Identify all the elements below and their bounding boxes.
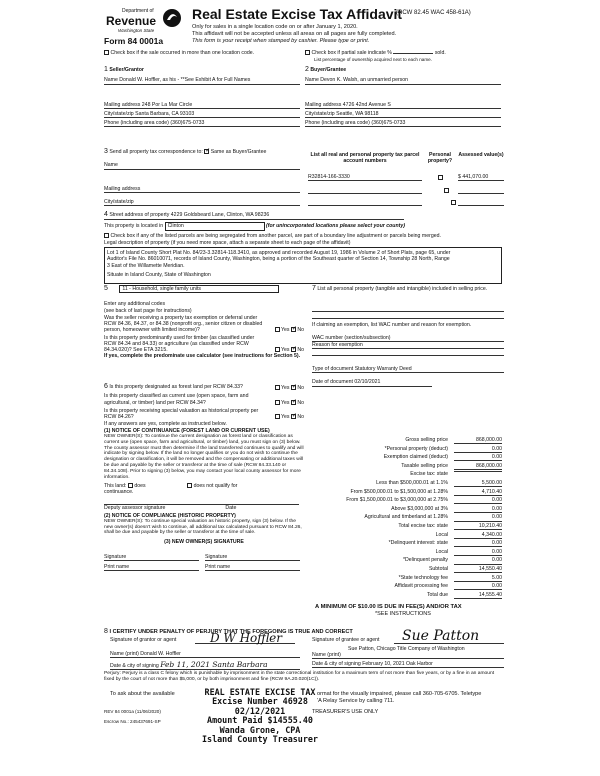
multi-location-checkbox[interactable] — [104, 50, 109, 55]
tax-row-value[interactable]: 14,555.40 — [454, 592, 502, 599]
current-use-no-checkbox[interactable] — [291, 400, 296, 405]
signature-line-2[interactable]: Signature — [205, 554, 300, 561]
print-name-line-1[interactable]: Print name — [104, 564, 199, 571]
signature-line-1[interactable]: Signature — [104, 554, 199, 561]
print-name-line-2[interactable]: Print name — [205, 564, 300, 571]
legal-label: Legal description of property (if you need more space, attach a separate sheet to each page of the affidavit) — [104, 239, 351, 246]
tax-row-label: Subtotal — [428, 566, 448, 572]
location-note: (for unincorporated locations please select your county) — [266, 223, 405, 230]
personal-property-text: List all personal property (tangible and intangible) included in selling price. — [317, 286, 488, 292]
forest-yes-checkbox[interactable] — [275, 385, 280, 390]
form-number: Form 84 0001a — [104, 36, 164, 46]
minimum-due-note: A MINIMUM OF $10.00 IS DUE IN FEE(S) AND/OR TAX — [315, 604, 462, 610]
wac-number-field[interactable]: WAC number (section/subsection) — [312, 335, 504, 342]
property-street[interactable]: 4229 Goldsbeard Lane, Clinton, WA 98236 — [170, 212, 270, 218]
q1-yes-checkbox[interactable] — [275, 327, 280, 332]
see-instructions: *SEE INSTRUCTIONS — [375, 611, 431, 617]
stamp-line-1: REAL ESTATE EXCISE TAX — [204, 687, 316, 697]
tax-row-label: *State technology fee — [398, 574, 448, 581]
personal-col-header: Personal property? — [427, 152, 453, 165]
historic-yes-checkbox[interactable] — [275, 414, 280, 419]
legal-description[interactable]: Lot 1 of Island County Short Plat No. 84/23-3.32814-118.3410, as approved and recorded August 19, 1986 in Volume 2 of Short Plats, page 65, under Auditor's File No. 86010071, records of Island County, Washington, being a portion of the Southeast quarter of Section 14, Township 28 North, Range 3 East of the Willamette Meridian. Situate in Island County, State of Washington — [104, 247, 502, 284]
tax-row-value[interactable]: 0.00 — [454, 497, 502, 504]
land-use-select[interactable]: 11 - Household, single family units — [119, 285, 279, 293]
tax-row-label: Total due — [426, 591, 448, 598]
section6: 6 Is this property designated as forest land per RCW 84.33? Yes ✓ No Is this property classified as current use (open space, farm and agricultural, or timber) land per RCW 84.34? Yes ✓ No Is this property receiving special valuation as historical property per RCW 84.26? Yes ✓ No If any answers are yes, complete as instructed below. (1) NOTICE OF CONTINUANCE (FOREST LAND OR CURRENT USE) NEW OWNER(S): To continue the current designation as forest land or classification as current use (open space, farm and agricultural, or timber) land, you must sign on (3) below. The county assessor must then determine if the land transferred continues to qualify and will indicate by signing below. If the land no longer qualifies or you do not wish to continue the designation or classification, it will be removed and the compensating or additional taxes will be due and payable by the seller or transferor at the time of sale (RCW 84.33.140 or 84.34.108). Prior to signing (3) below, you may contact your local county assessor for more information. This land: does does not qualify for continuance. Deputy assessor signature Date (2) NOTICE OF COMPLIANCE (HISTORIC PROPERTY) NEW OWNER(S): To continue special valuation as historic property, sign (3) below. If the new owner(s) doesn't wish to continue, all additional tax calculated pursuant to RCW 84.26, shall be due and payable by the seller or transferor at the time of sale. (3) NEW OWNER(S) SIGNATURE Signature Signature Print name Print name — [104, 383, 304, 571]
does-checkbox[interactable] — [128, 483, 133, 488]
new-owner-signature-title: (3) NEW OWNER(S) SIGNATURE — [164, 539, 244, 546]
footer-relay: 'A Relay Service by calling 711. — [317, 698, 395, 704]
segregated-label: Check box if any of the listed parcels are being segregated from another parcel, are part of a boundary line adjustment or parcels being merged. — [110, 232, 441, 239]
same-as-buyer-label: Same as Buyer/Grantee — [210, 149, 267, 155]
excise-stamp — [200, 688, 320, 744]
does-not-checkbox[interactable] — [187, 483, 192, 488]
tax-row-label: From $500,000.01 to $1,500,000 at 1.28% — [350, 488, 448, 495]
personal-property-checkbox[interactable] — [438, 175, 443, 180]
tax-row-label: Local — [435, 548, 448, 555]
washington-state-label: Washington State — [118, 28, 155, 33]
notice-compliance-title: (2) NOTICE OF COMPLIANCE (HISTORIC PROPERTY) — [104, 512, 236, 519]
historic-question: Is this property receiving special valuation as historical property per RCW 84.26? — [104, 407, 259, 421]
q2-yes-checkbox[interactable] — [275, 347, 280, 352]
exemption-question: Was the seller receiving a property tax exemption or deferral under RCW 84.36, 84.37, or 84.38 (nonprofit org., senior citizen or disabled person, homeowner with limited income)? — [104, 314, 263, 334]
grantor-date-row: Date & city of signing Feb 11, 2021 Santa Barbara — [110, 660, 300, 670]
grantee-signature-row: Signature of grantee or agent Sue Patton — [312, 637, 504, 643]
revenue-brand: Revenue — [106, 14, 157, 28]
perjury-note: Perjury: Perjury is a class C felony which is punishable by imprisonment in the state correctional institution for a maximum term of not more than five years, or by a fine in an amount fixed by the court of not more than $5,000, or by both imprisonment and fine (RCW 9A.20.020(1C)). — [104, 671, 495, 682]
footer-rev: REV 84 0001a (11/06/2020) — [104, 709, 161, 714]
personal-property-checkbox-3[interactable] — [451, 200, 456, 205]
multi-location-row — [104, 50, 254, 56]
stamp-line-6: Island County Treasurer — [202, 734, 318, 745]
correspondence-section: 3 Send all property tax correspondence to: ✓ Same as Buyer/Grantee Name Mailing address City/state/zip — [104, 148, 300, 206]
buyer-phone[interactable]: (360)675-0733 — [371, 120, 406, 127]
seller-heading: Seller/Grantor — [109, 67, 144, 73]
tax-row-value[interactable]: 4,710.40 — [454, 489, 502, 496]
parcel-number[interactable]: R32814-166-3330 — [308, 174, 350, 180]
tax-row-label: *Delinquent penalty — [403, 557, 448, 564]
tax-row-label: From $1,500,000.01 to $3,000,000 at 2.75% — [346, 497, 448, 504]
assessed-value[interactable]: $ 441,070.00 — [458, 174, 504, 181]
location-select[interactable]: Clinton — [165, 222, 265, 230]
deputy-date-label: Date — [225, 505, 237, 512]
current-use-question: Is this property classified as current use (open space, farm and agricultural, or timber) land per RCW 84.34? — [104, 393, 249, 406]
tax-row-value[interactable]: 0.00 — [454, 454, 502, 461]
escrow-number: Escrow No.: 245437691-SP — [104, 719, 161, 724]
page-title: Real Estate Excise Tax Affidavit — [192, 6, 403, 22]
tax-row-value[interactable]: 0.00 — [454, 540, 502, 547]
buyer-num: 2 — [305, 66, 309, 73]
grantee-date[interactable]: February 10, 2021 Oak Harbor — [362, 661, 433, 667]
tax-row-value[interactable]: 10,210.40 — [454, 523, 502, 530]
notice-continuance-title: (1) NOTICE OF CONTINUANCE (FOREST LAND OR CURRENT USE) — [104, 427, 270, 434]
tax-row-label: *Delinquent interest: state — [388, 540, 448, 547]
doc-type-field[interactable]: Type of document Statutory Warranty Deed — [312, 366, 504, 373]
footer-ask: To ask about the available — [110, 691, 175, 697]
land-use-section: 5 11 - Household, single family units Enter any additional codes (see back of last page for instructions) Was the seller receiving a property tax exemption or deferral under RCW 84.36, 84.37, or 84.38 (nonprofit org., senior citizen or disabled person, homeowner with limited income)? Yes ✓ No Is this property predominantly used for timber (as classified under RCW 84.34 and 84.33) or agriculture (as classified under RCW 84.34.020)? See ETA 3215. Yes ✓ No If yes, complete the predominate use calculator (see instructions for Section 5). — [104, 285, 304, 360]
continuance-label: continuance. — [104, 489, 134, 496]
segregated-checkbox[interactable] — [104, 233, 109, 238]
section7: 7 List all personal property (tangible and intangible) included in selling price. If claiming an exemption, list WAC number and reason for exemption. WAC number (section/subsection) Reason for exemption Type of document Statutory Warranty Deed Date of document 02/10/2021 — [312, 285, 504, 387]
deputy-signature-label: Deputy assessor signature — [104, 505, 166, 512]
tax-row-label: Excise tax: state — [410, 471, 448, 478]
property-section: 4 Street address of property 4229 Goldsbeard Lane, Clinton, WA 98236 This property is located in Clinton (for unincorporated locations please select your county) Check box if any of the listed parcels are being segregated from another parcel, are part of a boundary line adjustment or parcels being merged. Legal description of property (if you need more space, attach a separate sheet to each page of the affidavit) Lot 1 of Island County Short Plat No. 84/23-3.32814-118.3410, as approved and recorded August 19, 1986 in Volume 2 of Short Plats, page 65, under Auditor's File No. 86010071, records of Island County, Washington, being a portion of the Southeast quarter of Section 14, Township 28 North, Range 3 East of the Willamette Meridian. Situate in Island County, State of Washington — [104, 211, 504, 284]
partial-sale-label: Check box if partial sale indicate % — [311, 50, 392, 56]
header-note-1: Only for sales in a single location code on or after January 1, 2020. — [192, 24, 358, 30]
tax-row-label: *Personal property (deduct) — [384, 445, 448, 452]
grantor-signature-row: Signature of grantor or agent D W Hoffler — [110, 637, 300, 643]
doc-date-field[interactable]: Date of document 02/10/2021 — [312, 379, 432, 386]
tax-row-label: Affidavit processing fee — [394, 583, 448, 590]
answers-note: If any answers are yes, complete as instructed below. — [104, 421, 227, 428]
grantee-name[interactable]: Sue Patton, Chicago Title Company of Washington — [348, 646, 465, 652]
footer-ask-tail: ormat for the visually impaired, please call 360-705-6705. Teletype — [317, 691, 482, 697]
tax-row-value[interactable]: 5.00 — [454, 575, 502, 582]
q1-no-checkbox[interactable] — [291, 327, 296, 332]
tax-row-value[interactable]: 868,000.00 — [454, 463, 502, 470]
header-note-3: This form is your receipt when stamped by cashier. Please type or print. — [192, 38, 370, 44]
grantee-date-row: Date & city of signing February 10, 2021 Oak Harbor — [312, 661, 504, 668]
grantor-name[interactable]: Donald W. Hoffler — [140, 651, 181, 657]
tax-row-value[interactable]: 4,340.00 — [454, 532, 502, 539]
tax-row-label: Local — [435, 531, 448, 538]
seller-section: 1 Seller/Grantor Name Donald W. Hoffler, as his - **See Exhibit A for Full Names Mailing address 248 Por La Mar Circle City/state/zip Santa Barbara, CA 93103 Phone (including area code) (360)675-0733 — [104, 66, 300, 127]
tax-row-label: Less than $500,000.01 at 1.1% — [376, 480, 448, 486]
dept-label: Department of — [122, 8, 154, 14]
tax-row-value[interactable]: 14,550.40 — [454, 566, 502, 573]
tax-row-label: Agricultural and timberland at 1.28% — [364, 514, 448, 521]
partial-sale-checkbox[interactable] — [305, 50, 310, 55]
tax-row-value[interactable]: 5,500.00 — [454, 480, 502, 487]
tax-row-value[interactable]: 0.00 — [454, 506, 502, 513]
correspondence-heading: Send all property tax correspondence to: — [109, 149, 203, 155]
assessed-col-header: Assessed value(s) — [458, 152, 504, 158]
tax-row-value[interactable]: 0.00 — [454, 557, 502, 564]
tax-row-value[interactable]: 0.00 — [454, 446, 502, 453]
tax-row-label: Taxable selling price — [401, 462, 448, 469]
certify-heading: 8 I CERTIFY UNDER PENALTY OF PERJURY THAT THE FOREGOING IS TRUE AND CORRECT — [104, 628, 353, 635]
partial-sale-row — [305, 50, 446, 56]
q2-no-checkbox[interactable] — [291, 347, 296, 352]
personal-property-checkbox-2[interactable] — [444, 188, 449, 193]
parcel-row — [308, 174, 422, 181]
stamp-line-3: 02/12/2021 — [234, 705, 286, 716]
grantor-date[interactable]: Feb 11, 2021 Santa Barbara — [160, 660, 268, 669]
forest-question: Is this property designated as forest land per RCW 84.33? — [109, 384, 243, 390]
multi-location-label: Check box if the sale occurred in more than one location code. — [110, 50, 255, 56]
tax-row-value[interactable]: 0.00 — [454, 583, 502, 590]
grantor-name-row: Name (print) Donald W. Hoffler — [110, 651, 300, 658]
stamp-line-4: Amount Paid $14555.40 — [207, 715, 313, 726]
parcel-table — [308, 152, 504, 180]
seller-phone[interactable]: (360)675-0733 — [170, 120, 205, 127]
grantor-signature[interactable]: D W Hoffler — [210, 631, 282, 645]
additional-codes-label: Enter any additional codes — [104, 301, 166, 308]
buyer-city[interactable]: Seattle, WA 98118 — [336, 110, 379, 117]
tax-row-label: Gross selling price — [405, 437, 448, 443]
stamp-line-2: Excise Number 46928 — [212, 696, 308, 707]
forest-no-checkbox[interactable] — [291, 385, 296, 390]
treasurer-use-only: TREASURER'S USE ONLY — [312, 709, 379, 715]
tax-row-label: Total excise tax: state — [398, 523, 448, 529]
timber-note: If yes, complete the predominate use calculator (see instructions for Section 5). — [104, 353, 301, 360]
partial-note: List percentage of ownership acquired next to each name. — [314, 57, 432, 62]
wac-text: If claiming an exemption, list WAC number and reason for exemption. — [312, 322, 472, 329]
tax-row-value[interactable]: 0.00 — [454, 549, 502, 556]
grantee-name-row: Sue Patton, Chicago Title Company of Washington Name (print) — [312, 646, 504, 659]
seller-city[interactable]: Santa Barbara, CA 93103 — [135, 110, 195, 117]
notice-continuance-text: NEW OWNER(S): To continue the current designation as forest land or classification as current use (open space, farm and agricultural, or timber) land, you must sign on (3) below. The county assessor must then determine if the land transferred continues to qualify and will indicate by signing below. If the land no longer qualifies or you do not wish to continue the designation or classification, it will be removed and the compensating or additional taxes will be due and payable by the seller or transferor at the time of sale (RCW 84.33.140 or 84.34.108). Prior to signing (3) below, you may contact your local county assessor for more information. — [104, 433, 304, 480]
tax-row-value[interactable] — [454, 471, 502, 472]
current-use-yes-checkbox[interactable] — [275, 400, 280, 405]
rcw-label: (RCW 82.45 WAC 458-61A) — [396, 10, 471, 16]
same-as-buyer-checkbox[interactable] — [204, 149, 209, 154]
parcel-col-header: List all real and personal property tax parcel account numbers — [310, 152, 420, 165]
notice-compliance-text: NEW OWNER(S): To continue special valuation as historic property, sign (3) below. If the new owner(s) doesn't wish to continue, all additional tax calculated pursuant to RCW 84.26, shall be due and payable by the seller or transferor at the time of sale. — [104, 518, 302, 536]
historic-no-checkbox[interactable] — [291, 414, 296, 419]
tax-row-value[interactable]: 868,000.00 — [454, 437, 502, 444]
seller-mailing[interactable]: 248 Por La Mar Circle — [141, 101, 193, 108]
tax-row-label: Exemption claimed (deduct) — [383, 454, 448, 461]
revenue-swirl-icon — [162, 8, 182, 28]
grantee-signature[interactable]: Sue Patton — [402, 628, 480, 644]
correspondence-num: 3 — [104, 148, 108, 155]
seller-num: 1 — [104, 66, 108, 73]
header-note-2: This affidavit will not be accepted unless all areas on all pages are fully completed. — [192, 31, 397, 37]
tax-row-value[interactable]: 0.00 — [454, 514, 502, 521]
seller-name[interactable]: Donald W. Hoffler, as his - **See Exhibit A for Full Names — [119, 77, 251, 84]
buyer-mailing[interactable]: 4726 42nd Avenue S — [342, 101, 391, 108]
buyer-section: 2 Buyer/Grantee Name Devon K. Walsh, an unmarried person Mailing address 4726 42nd Avenue S City/state/zip Seattle, WA 98118 Phone (including area code) (360)675-0733 — [305, 66, 501, 127]
reason-field[interactable]: Reason for exemption — [312, 342, 504, 349]
buyer-heading: Buyer/Grantee — [310, 67, 347, 73]
tax-row-label: Above $3,000,000 at 3% — [391, 505, 448, 512]
buyer-name[interactable]: Devon K. Walsh, an unmarried person — [320, 77, 409, 84]
timber-question: Is this property predominantly used for timber (as classified under RCW 84.34 and 84.33) or agriculture (as classified under RCW 84.34.020)? See ETA 3215. — [104, 334, 255, 354]
additional-codes-note: (see back of last page for instructions) — [104, 307, 192, 314]
stamp-line-5: Wanda Grone, CPA — [219, 724, 301, 735]
partial-sold-label: sold. — [434, 50, 446, 56]
